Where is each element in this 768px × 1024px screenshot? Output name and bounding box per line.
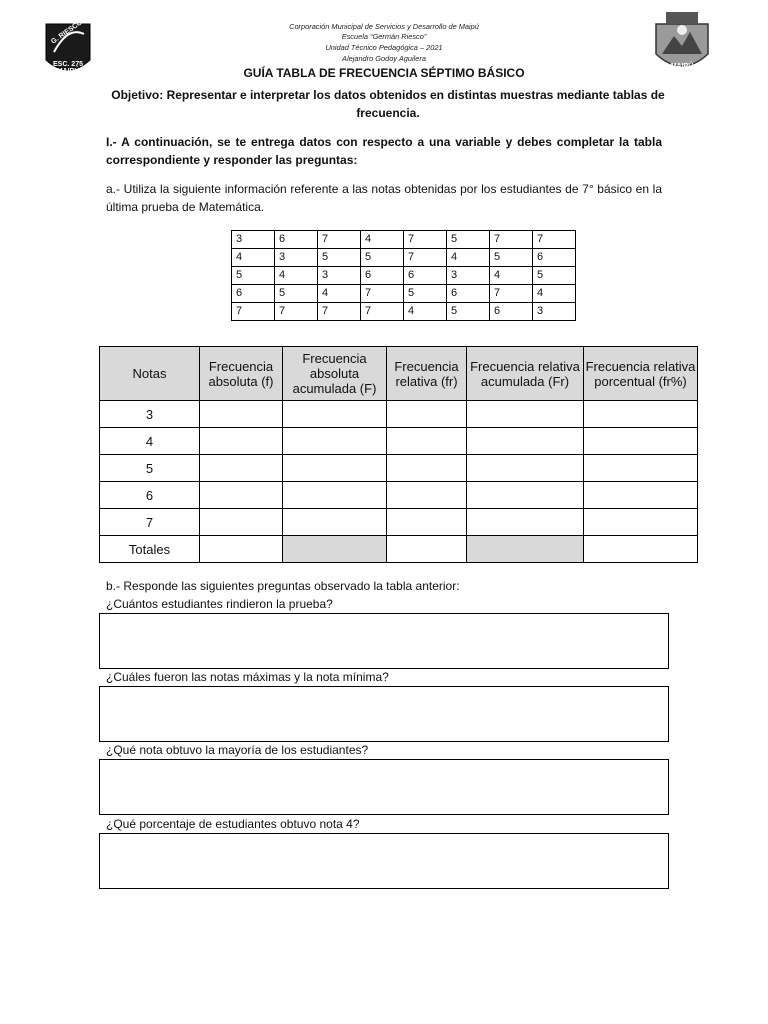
col-header-frecuencia-absoluta-acumulada: Frecuencia absoluta acumulada (F) <box>283 347 387 401</box>
raw-data-cell: 6 <box>490 303 533 321</box>
raw-data-cell: 7 <box>404 249 447 267</box>
col-header-notas: Notas <box>100 347 200 401</box>
raw-data-cell: 6 <box>447 285 490 303</box>
raw-data-cell: 5 <box>404 285 447 303</box>
question-1: ¿Cuántos estudiantes rindieron la prueba? <box>106 597 333 611</box>
col-header-frecuencia-absoluta: Frecuencia absoluta (f) <box>200 347 283 401</box>
answer-cell[interactable] <box>584 482 698 509</box>
answer-cell[interactable] <box>283 482 387 509</box>
table-row <box>100 509 698 536</box>
col-header-frecuencia-relativa-acumulada: Frecuencia relativa acumulada (Fr) <box>467 347 584 401</box>
answer-cell[interactable] <box>584 401 698 428</box>
answer-cell[interactable] <box>283 428 387 455</box>
answer-cell[interactable] <box>200 536 283 563</box>
table-row <box>100 455 698 482</box>
section-heading: I.- A continuación, se te entrega datos con respecto a una variable y debes completar la tabla correspondiente y responder las preguntas: <box>106 135 662 167</box>
row-label: 5 <box>100 455 200 482</box>
raw-data-cell: 7 <box>533 231 576 249</box>
answer-cell[interactable] <box>467 509 584 536</box>
part-b-intro: b.- Responde las siguientes preguntas observado la tabla anterior: <box>106 579 460 593</box>
answer-cell[interactable] <box>200 428 283 455</box>
raw-data-cell: 3 <box>447 267 490 285</box>
raw-data-cell: 7 <box>361 303 404 321</box>
answer-cell[interactable] <box>467 428 584 455</box>
raw-data-cell: 4 <box>275 267 318 285</box>
table-row <box>100 482 698 509</box>
raw-data-row <box>232 285 576 303</box>
table-row <box>100 428 698 455</box>
raw-data-cell: 7 <box>490 285 533 303</box>
answer-cell[interactable] <box>387 455 467 482</box>
raw-data-cell: 4 <box>404 303 447 321</box>
answer-cell[interactable] <box>283 509 387 536</box>
raw-data-cell: 3 <box>232 231 275 249</box>
answer-cell[interactable] <box>467 401 584 428</box>
page-title: GUÍA TABLA DE FRECUENCIA SÉPTIMO BÁSICO <box>243 66 525 80</box>
answer-cell[interactable] <box>467 482 584 509</box>
header-author: Alejandro Godoy Aguilera <box>342 54 426 63</box>
answer-cell[interactable] <box>283 455 387 482</box>
raw-data-cell: 4 <box>533 285 576 303</box>
frequency-table <box>99 346 698 563</box>
logo-right-city-text: MAIPÚ <box>670 63 694 70</box>
row-label: 3 <box>100 401 200 428</box>
row-label: Totales <box>100 536 200 563</box>
raw-data-cell: 7 <box>318 303 361 321</box>
raw-data-cell: 6 <box>533 249 576 267</box>
row-label: 7 <box>100 509 200 536</box>
answer-box-1[interactable] <box>99 613 669 669</box>
totals-row <box>100 536 698 563</box>
raw-data-row <box>232 303 576 321</box>
answer-cell[interactable] <box>387 428 467 455</box>
raw-data-cell: 5 <box>490 249 533 267</box>
table-row <box>100 401 698 428</box>
answer-cell[interactable] <box>200 455 283 482</box>
col-header-frecuencia-relativa: Frecuencia relativa (fr) <box>387 347 467 401</box>
part-a-instructions: a.- Utiliza la siguiente información referente a las notas obtenidas por los estudiantes de 7° básico en la última prueba de Matemática. <box>106 182 662 214</box>
raw-data-cell: 3 <box>275 249 318 267</box>
answer-cell[interactable] <box>387 482 467 509</box>
question-4: ¿Qué porcentaje de estudiantes obtuvo nota 4? <box>106 817 360 831</box>
answer-box-4[interactable] <box>99 833 669 889</box>
raw-data-row <box>232 231 576 249</box>
raw-data-cell: 7 <box>275 303 318 321</box>
raw-data-cell: 7 <box>490 231 533 249</box>
answer-cell[interactable] <box>200 482 283 509</box>
raw-data-cell: 5 <box>361 249 404 267</box>
raw-data-row <box>232 267 576 285</box>
question-2: ¿Cuáles fueron las notas máximas y la nota mínima? <box>106 670 389 684</box>
raw-data-cell: 6 <box>361 267 404 285</box>
col-header-frecuencia-relativa-porcentual: Frecuencia relativa porcentual (fr%) <box>584 347 698 401</box>
answer-cell[interactable] <box>584 509 698 536</box>
raw-data-table <box>231 230 576 321</box>
raw-data-cell: 5 <box>447 303 490 321</box>
raw-data-cell: 4 <box>490 267 533 285</box>
raw-data-cell: 7 <box>361 285 404 303</box>
raw-data-cell: 7 <box>232 303 275 321</box>
answer-box-3[interactable] <box>99 759 669 815</box>
answer-cell[interactable] <box>467 536 584 563</box>
answer-cell[interactable] <box>283 401 387 428</box>
raw-data-cell: 6 <box>232 285 275 303</box>
answer-cell[interactable] <box>584 536 698 563</box>
answer-cell[interactable] <box>584 455 698 482</box>
answer-cell[interactable] <box>584 428 698 455</box>
answer-cell[interactable] <box>200 509 283 536</box>
raw-data-cell: 4 <box>232 249 275 267</box>
objective: Objetivo: Representar e interpretar los datos obtenidos en distintas muestras mediante tablas de frecuencia. <box>111 88 665 120</box>
raw-data-cell: 5 <box>275 285 318 303</box>
answer-cell[interactable] <box>387 509 467 536</box>
raw-data-cell: 6 <box>404 267 447 285</box>
row-label: 4 <box>100 428 200 455</box>
raw-data-cell: 5 <box>447 231 490 249</box>
answer-cell[interactable] <box>200 401 283 428</box>
raw-data-cell: 4 <box>447 249 490 267</box>
header-unit: Unidad Técnico Pedagógica – 2021 <box>325 43 443 52</box>
logo-left-city-text: MAIPÚ <box>56 68 80 75</box>
logo-left-number-text: ESC. 275 <box>53 61 83 68</box>
raw-data-cell: 3 <box>533 303 576 321</box>
answer-cell[interactable] <box>283 536 387 563</box>
raw-data-cell: 5 <box>318 249 361 267</box>
raw-data-cell: 5 <box>232 267 275 285</box>
header-corporation: Corporación Municipal de Servicios y Desarrollo de Maipú <box>289 22 479 31</box>
question-3: ¿Qué nota obtuvo la mayoría de los estudiantes? <box>106 743 369 757</box>
logo-left-top-text: G. RIESCO <box>50 22 84 46</box>
raw-data-row <box>232 249 576 267</box>
raw-data-cell: 4 <box>361 231 404 249</box>
header-school: Escuela “Germán Riesco” <box>341 32 427 41</box>
answer-cell[interactable] <box>387 536 467 563</box>
row-label: 6 <box>100 482 200 509</box>
raw-data-cell: 7 <box>404 231 447 249</box>
answer-box-2[interactable] <box>99 686 669 742</box>
raw-data-cell: 7 <box>318 231 361 249</box>
raw-data-cell: 5 <box>533 267 576 285</box>
raw-data-cell: 4 <box>318 285 361 303</box>
raw-data-cell: 6 <box>275 231 318 249</box>
raw-data-cell: 3 <box>318 267 361 285</box>
answer-cell[interactable] <box>387 401 467 428</box>
answer-cell[interactable] <box>467 455 584 482</box>
